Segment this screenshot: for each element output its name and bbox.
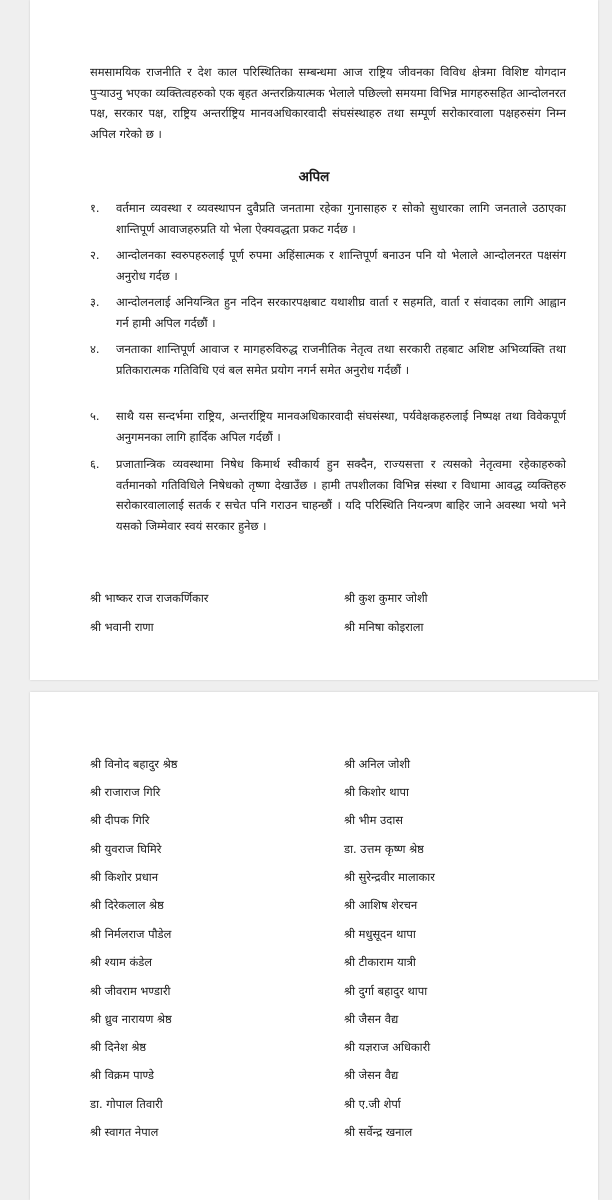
- appeal-item: [90, 406, 566, 447]
- appeal-number: २.: [90, 248, 100, 262]
- signatory-name: श्री अनिल जोशी: [344, 757, 411, 771]
- appeal-text: आन्दोलनलाई अनियन्त्रित हुन नदिन सरकारपक्षबाट यथाशीघ्र वार्ता र सहमति, वार्ता र संवादका लागि आह्वान गर्न हामी अपिल गर्दछौं ।: [116, 295, 566, 330]
- signatory-name: श्री स्वागत नेपाल: [90, 1125, 159, 1139]
- appeal-number: ६.: [90, 457, 100, 471]
- appeal-text: आन्दोलनका स्वरुपहरुलाई पूर्ण रुपमा अहिंसात्मक र शान्तिपूर्ण बनाउन पनि यो भेलाले आन्दोलनरत पक्षसंग अनुरोध गर्दछ ।: [116, 248, 566, 283]
- appeal-number: १.: [90, 201, 100, 215]
- appeal-text: प्रजातान्त्रिक व्यवस्थामा निषेध किमार्थ स्वीकार्य हुन सक्दैन, राज्यसत्ता र त्यसको नेतृत्वमा रहेकाहरुको वर्तमानको गतिविधिले निषेधको तृष्णा देखाउँछ । हामी तपशीलका विभिन्न संस्था र विधामा आवद्ध व्यक्तिहरु सरोकारवालालाई सतर्क र सचेत पनि गराउन चाहन्छौं । यदि परिस्थिति नियन्त्रण बाहिर जाने अवस्था भयो भने यसको जिम्मेवार स्वयं सरकार हुनेछ ।: [116, 457, 566, 533]
- appeal-text: जनताका शान्तिपूर्ण आवाज र मागहरुविरुद्ध राजनीतिक नेतृत्व तथा सरकारी तहबाट अशिष्ट अभिव्यक्ति तथा प्रतिकारात्मक गतिविधि एवं बल समेत प्रयोग नगर्न समेत अनुरोध गर्दछौं ।: [116, 342, 566, 377]
- signatory-name: डा. गोपाल तिवारी: [90, 1097, 163, 1111]
- appeal-text: वर्तमान व्यवस्था र व्यवस्थापन दुवैप्रति जनतामा रहेका गुनासाहरु र सोको सुधारका लागि जनताले उठाएका शान्तिपूर्ण आवाजहरुप्रति यो भेला ऐक्यवद्धता प्रकट गर्दछ ।: [116, 201, 566, 236]
- document-page-2: [30, 692, 598, 1200]
- signatory-name: श्री निर्मलराज पौडेल: [90, 927, 172, 941]
- appeal-number: ५.: [90, 409, 100, 423]
- signatory-name: श्री विनोद बहादुर श्रेष्ठ: [90, 757, 178, 771]
- appeal-item: [90, 339, 566, 380]
- appeal-number: ३.: [90, 295, 100, 309]
- signatory-name: श्री जैसन वैद्य: [344, 1012, 399, 1026]
- signatory-name: श्री टीकाराम यात्री: [344, 955, 416, 969]
- appeal-item: [90, 454, 566, 536]
- signatory-name: डा. उत्तम कृष्ण श्रेष्ठ: [344, 842, 424, 856]
- appeal-text: साथै यस सन्दर्भमा राष्ट्रिय, अन्तर्राष्ट्रिय मानवअधिकारवादी संघसंस्था, पर्यवेक्षकहरुलाई निष्पक्ष तथा विवेकपूर्ण अनुगमनका लागि हार्दिक अपिल गर्दछौं ।: [116, 409, 566, 444]
- signatory-name: श्री ए.जी शेर्पा: [344, 1097, 401, 1111]
- signatory-name: श्री सुरेन्द्रवीर मालाकार: [344, 870, 435, 884]
- signatory-name: श्री दीपक गिरि: [90, 813, 150, 827]
- signatory-name: श्री श्याम कंडेल: [90, 955, 153, 969]
- signatory-name: श्री किशोर थापा: [344, 785, 409, 799]
- signatory-name: श्री राजाराज गिरि: [90, 785, 161, 799]
- signatory-name: श्री भीम उदास: [344, 813, 403, 827]
- signatory-name: श्री जेसन वैद्य: [344, 1068, 399, 1082]
- appeal-heading: अपिल: [298, 169, 330, 185]
- appeal-item: [90, 198, 566, 239]
- signatory-name: श्री आशिष शेरचन: [344, 898, 418, 912]
- signatory-name: श्री दिनेश श्रेष्ठ: [90, 1040, 147, 1054]
- signatory-name: श्री यज्ञराज अधिकारी: [344, 1040, 431, 1054]
- signatory-name: श्री किशोर प्रधान: [90, 870, 159, 884]
- signatory-name: श्री विक्रम पाण्डे: [90, 1068, 155, 1082]
- appeal-number: ४.: [90, 342, 100, 356]
- intro-paragraph: समसामयिक राजनीति र देश काल परिस्थितिका सम्बन्धमा आज राष्ट्रिय जीवनका विविध क्षेत्रमा विशिष्ट योगदान पुऱ्याउनु भएका व्यक्तित्वहरुको एक बृहत अन्तरक्रियात्मक भेलाले पछिल्लो समयमा विभिन्न मागहरुसहित आन्दोलनरत पक्ष, सरकार पक्ष, राष्ट्रिय अन्तर्राष्ट्रिय मानवअधिकारवादी संघसंस्थाहरु तथा सम्पूर्ण सरोकारवाला पक्षहरुसंग निम्न अपिल गरेको छ ।: [90, 65, 566, 141]
- signatory-name: श्री कुश कुमार जोशी: [344, 591, 428, 605]
- signatory-name: श्री जीवराम भण्डारी: [90, 984, 171, 998]
- signatory-name: श्री मधुसूदन थापा: [344, 927, 416, 941]
- signatory-name: श्री भाष्कर राज राजकर्णिकार: [90, 591, 209, 605]
- signatory-name: श्री भवानी राणा: [90, 620, 154, 634]
- appeal-item: [90, 245, 566, 286]
- signatory-name: श्री ध्रुव नारायण श्रेष्ठ: [90, 1012, 172, 1026]
- signatory-name: श्री दिरेकलाल श्रेष्ठ: [90, 898, 164, 912]
- signatory-name: श्री मनिषा कोइराला: [344, 620, 424, 634]
- document-page-1: [30, 0, 598, 680]
- signatory-name: श्री सर्वेन्द्र खनाल: [344, 1125, 413, 1139]
- signatory-name: श्री युवराज घिमिरे: [90, 842, 162, 856]
- appeal-item: [90, 292, 566, 333]
- signatory-name: श्री दुर्गा बहादुर थापा: [344, 984, 428, 998]
